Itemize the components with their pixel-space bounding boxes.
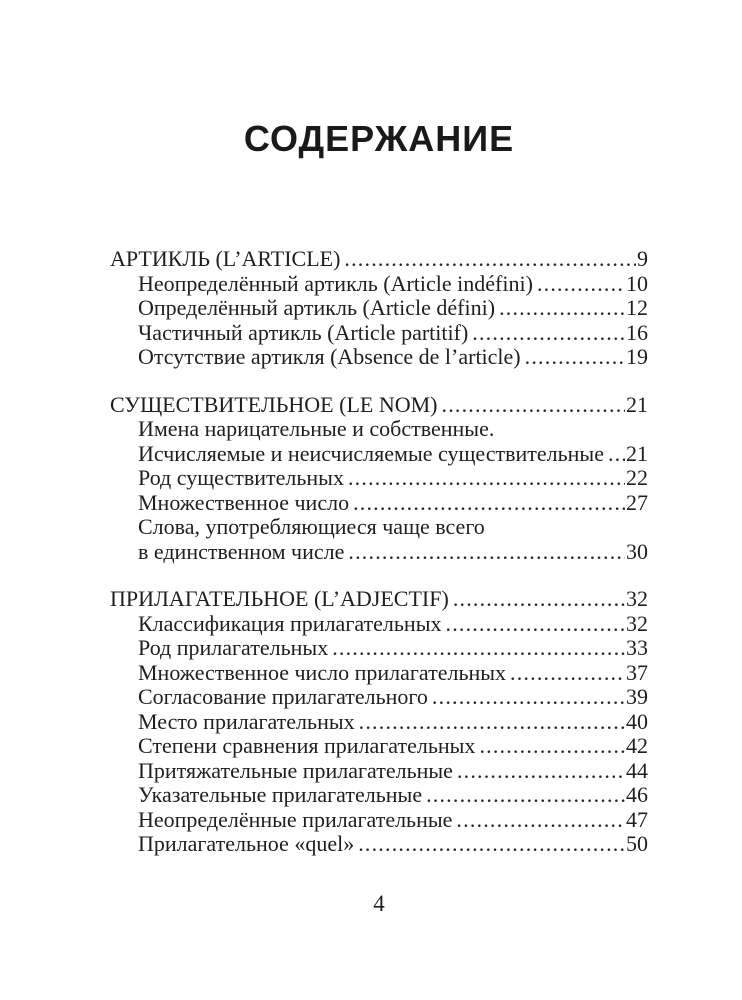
toc-entry-page: 19 (626, 344, 648, 369)
toc-leader-dots (456, 808, 625, 833)
toc-entry (110, 636, 648, 661)
toc-section-heading (110, 587, 648, 612)
toc-entry-page: 47 (626, 806, 648, 832)
toc-entry (110, 734, 648, 759)
toc-entry-label: ПРИЛАГАТЕЛЬНОЕ (L’ADJECTIF) (110, 586, 449, 611)
toc-entry-label: Имена нарицательные и собственные. (138, 416, 495, 441)
toc-entry (110, 515, 648, 540)
toc-entry-label: Неопределённые прилагательные (138, 806, 453, 832)
toc-entry-page: 44 (626, 757, 648, 783)
toc-entry (110, 661, 648, 686)
toc-entry-label: Определённый артикль (Article défini) (138, 295, 496, 320)
toc-entry-page: 42 (626, 733, 648, 758)
toc-entry-label: Слова, употребляющиеся чаще всего (138, 514, 485, 539)
toc-leader-dots (358, 832, 625, 857)
toc-entry-page: 32 (626, 586, 648, 611)
toc-leader-dots (499, 296, 625, 321)
toc-entry-page: 12 (626, 295, 648, 320)
toc-leader-dots (344, 247, 636, 272)
toc-section-adjective (110, 587, 648, 857)
toc-leader-dots (348, 466, 625, 491)
toc-entry-label: Множественное число (138, 489, 350, 515)
toc-entry (110, 417, 648, 442)
toc-entry-label: Место прилагательных (138, 708, 355, 734)
toc-entry-page: 10 (626, 270, 648, 296)
toc-entry (110, 466, 648, 491)
toc-entry (110, 442, 648, 467)
toc-entry-label: Согласование прилагательного (138, 684, 428, 709)
toc-entry-label: Отсутствие артикля (Absence de l’article) (138, 344, 521, 369)
toc-entry-page: 39 (626, 684, 648, 709)
toc-entry (110, 612, 648, 637)
toc-entry-page: 50 (626, 831, 648, 856)
toc-entry-label: Указательные прилагательные (138, 782, 423, 807)
toc-entry-label: Род прилагательных (138, 635, 329, 660)
toc-entry-page: 33 (626, 635, 648, 660)
toc-leader-dots (348, 540, 625, 565)
toc-entry-page: 37 (626, 659, 648, 685)
toc-entry-page: 9 (637, 246, 648, 271)
toc-entry (110, 491, 648, 516)
toc-section-noun (110, 393, 648, 565)
toc-entry-label: Притяжательные прилагательные (138, 757, 453, 783)
table-of-contents (110, 247, 648, 857)
page-title: СОДЕРЖАНИЕ (243, 118, 515, 159)
toc-leader-dots (457, 759, 625, 784)
toc-entry-label: Классификация прилагательных (138, 610, 442, 636)
toc-leader-dots (510, 661, 625, 686)
toc-section-article (110, 247, 648, 370)
toc-entry-page: 16 (626, 319, 648, 345)
toc-entry-label: АРТИКЛЬ (L’ARTICLE) (110, 246, 341, 271)
toc-entry (110, 296, 648, 321)
toc-leader-dots (453, 587, 625, 612)
toc-leader-dots (472, 321, 625, 346)
toc-entry-label: Неопределённый артикль (Article indéfini) (138, 270, 533, 296)
toc-entry (110, 321, 648, 346)
toc-entry-page: 22 (626, 465, 648, 490)
folio-page-number: 4 (373, 891, 385, 916)
toc-entry-label: СУЩЕСТВИТЕЛЬНОЕ (LE NOM) (110, 391, 438, 417)
toc-leader-dots (479, 734, 625, 759)
toc-entry (110, 272, 648, 297)
toc-leader-dots (446, 612, 626, 637)
toc-leader-dots (608, 442, 625, 467)
toc-entry (110, 808, 648, 833)
toc-entry-label: в единственном числе (138, 538, 345, 564)
toc-section-heading (110, 247, 648, 272)
toc-entry-label: Множественное число прилагательных (138, 659, 507, 685)
toc-leader-dots (442, 393, 626, 418)
toc-entry (110, 540, 648, 565)
toc-entry-label: Исчисляемые и неисчисляемые существительные (138, 440, 604, 466)
toc-entry (110, 685, 648, 710)
toc-leader-dots (537, 272, 625, 297)
toc-entry (110, 345, 648, 370)
toc-entry (110, 759, 648, 784)
toc-entry-page: 40 (626, 708, 648, 734)
toc-leader-dots (332, 636, 625, 661)
toc-entry-label: Прилагательное «quel» (138, 831, 355, 856)
toc-leader-dots (353, 491, 625, 516)
toc-leader-dots (432, 685, 625, 710)
toc-entry (110, 710, 648, 735)
toc-leader-dots (525, 345, 625, 370)
toc-entry-page: 21 (626, 391, 648, 417)
toc-leader-dots (359, 710, 625, 735)
toc-entry-page: 46 (626, 782, 648, 807)
toc-entry (110, 783, 648, 808)
toc-entry-label: Частичный артикль (Article partitif) (138, 319, 469, 345)
toc-entry (110, 832, 648, 857)
toc-entry-label: Род существительных (138, 465, 344, 490)
toc-entry-page: 21 (626, 440, 648, 466)
toc-section-heading (110, 393, 648, 418)
toc-entry-label: Степени сравнения прилагательных (138, 733, 476, 758)
toc-leader-dots (426, 783, 625, 808)
toc-entry-page: 30 (626, 538, 648, 564)
toc-entry-page: 32 (626, 610, 648, 636)
toc-entry-page: 27 (626, 489, 648, 515)
